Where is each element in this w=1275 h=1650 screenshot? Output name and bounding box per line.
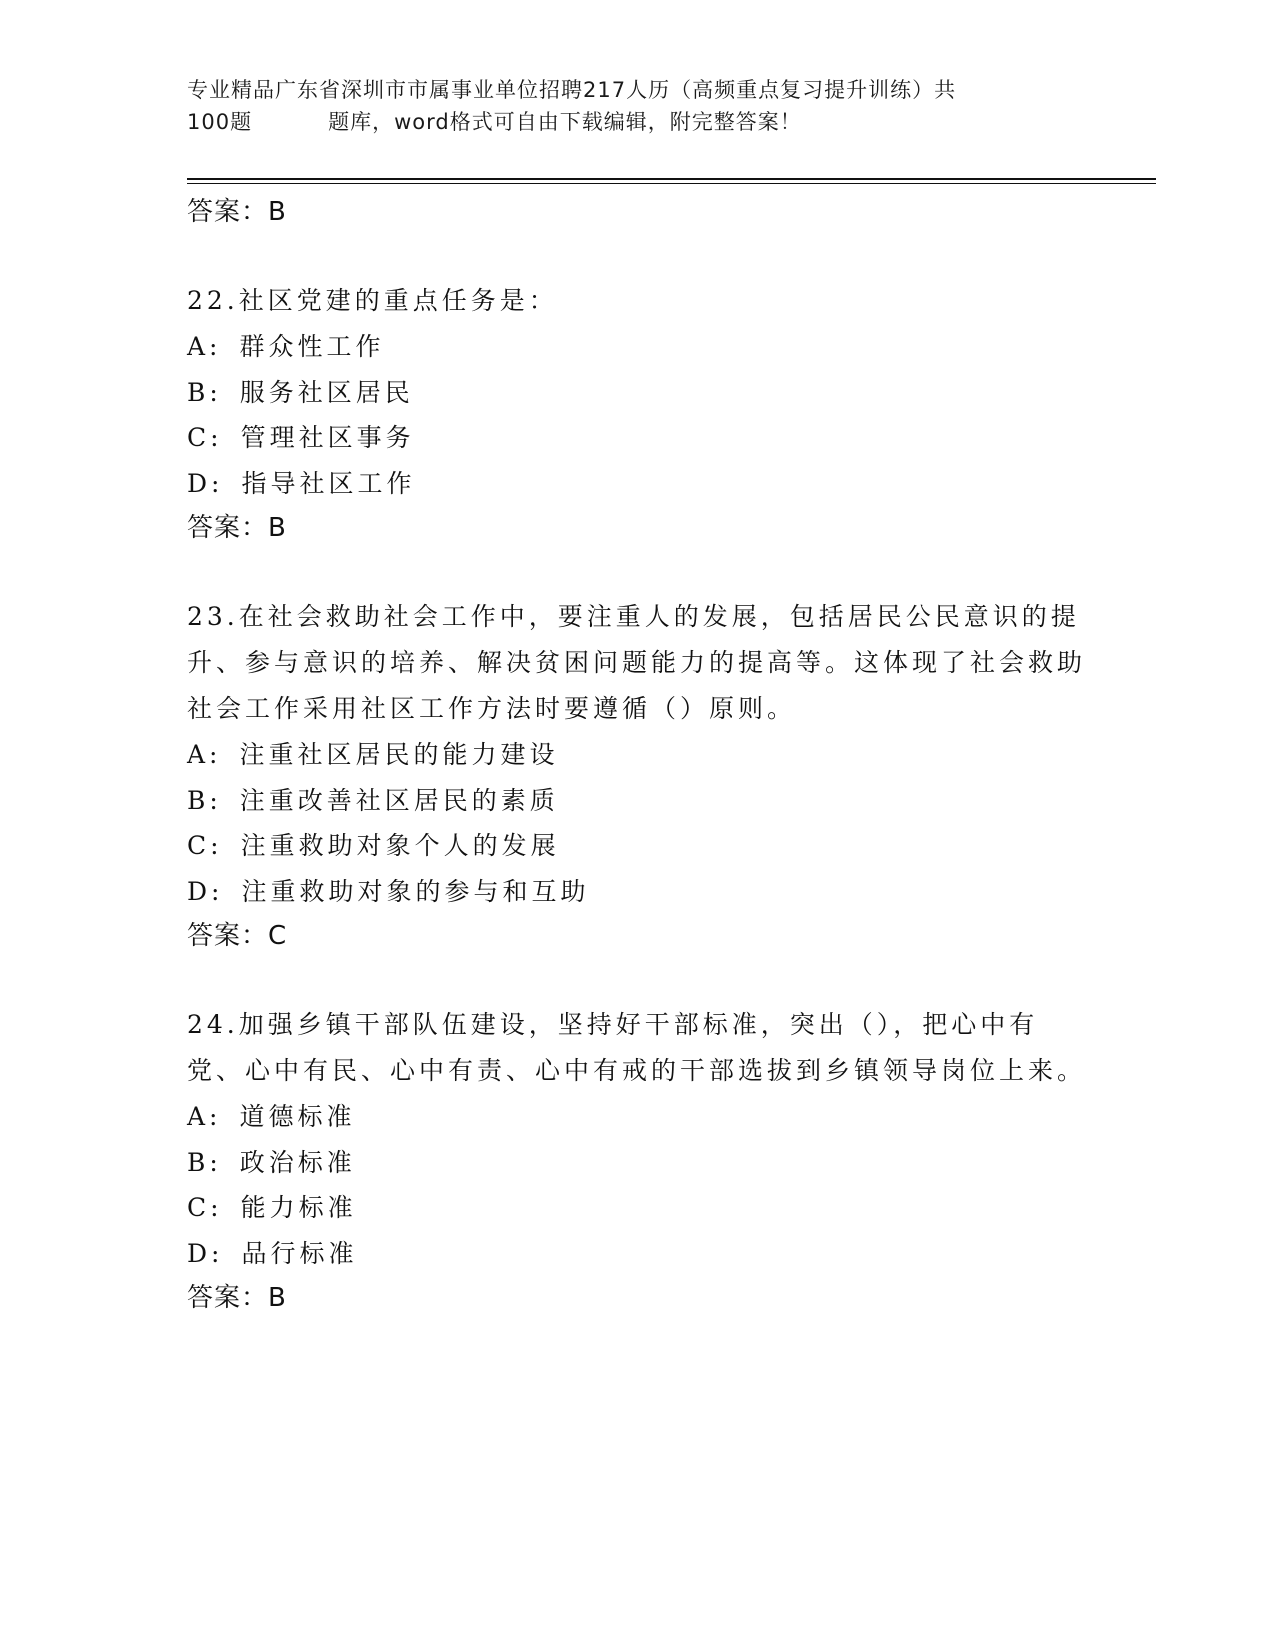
option-text: 品行标准 xyxy=(241,1238,358,1268)
option-key: C: xyxy=(187,423,223,452)
option-a xyxy=(187,1094,1087,1140)
option-text: 注重社区居民的能力建设 xyxy=(239,740,559,769)
option-key: C: xyxy=(187,1193,223,1222)
question-text: 22.社区党建的重点任务是： xyxy=(187,286,558,315)
option-key: A: xyxy=(187,332,222,361)
option-d xyxy=(187,869,1087,915)
header-description: 题库，word格式可自由下载编辑，附完整答案！ xyxy=(328,110,802,134)
option-key: B: xyxy=(187,785,222,815)
option-text: 道德标准 xyxy=(239,1102,356,1131)
answer-line: 答案：B xyxy=(187,513,287,543)
option-text: 管理社区事务 xyxy=(240,423,415,452)
option-key: D: xyxy=(187,468,224,498)
option-d xyxy=(187,461,1087,507)
option-c xyxy=(187,823,1087,869)
option-text: 注重救助对象个人的发展 xyxy=(240,831,560,860)
option-key: D: xyxy=(187,876,224,906)
header-divider-thick xyxy=(187,178,1156,180)
option-key: B: xyxy=(187,377,222,407)
option-key: A: xyxy=(187,1102,222,1131)
header-question-count: 100题 xyxy=(187,110,253,134)
option-a xyxy=(187,732,1087,778)
option-b xyxy=(187,1140,1087,1186)
header-title-line2 xyxy=(187,106,1087,138)
question-text: 23.在社会救助社会工作中，要注重人的发展，包括居民公民意识的提升、参与意识的培养、解决贫困问题能力的提高等。这体现了社会救助社会工作采用社区工作方法时要遵循（）原则。 xyxy=(187,602,1087,723)
page-header xyxy=(187,74,1087,138)
option-text: 能力标准 xyxy=(240,1193,357,1222)
answer-line: 答案：B xyxy=(187,197,287,227)
option-text: 政治标准 xyxy=(239,1147,356,1177)
option-key: C: xyxy=(187,831,223,860)
option-a xyxy=(187,324,1087,370)
answer-line: 答案：B xyxy=(187,1283,287,1313)
option-b xyxy=(187,778,1087,824)
answer-line: 答案：C xyxy=(187,921,288,951)
option-d xyxy=(187,1231,1087,1277)
header-divider-thin xyxy=(187,183,1156,184)
question-block xyxy=(187,594,1087,958)
header-title-line1: 专业精品广东省深圳市市属事业单位招聘217人历（高频重点复习提升训练）共 xyxy=(187,78,957,102)
question-block xyxy=(187,1002,1087,1320)
option-c xyxy=(187,1185,1087,1231)
option-text: 注重改善社区居民的素质 xyxy=(239,785,559,815)
question-list xyxy=(187,190,1087,1320)
option-b xyxy=(187,370,1087,416)
option-key: A: xyxy=(187,740,222,769)
option-text: 注重救助对象的参与和互助 xyxy=(241,876,590,906)
question-block xyxy=(187,278,1087,550)
option-c xyxy=(187,415,1087,461)
option-key: D: xyxy=(187,1238,224,1268)
option-text: 指导社区工作 xyxy=(241,468,416,498)
option-text: 服务社区居民 xyxy=(239,377,414,407)
question-text: 24.加强乡镇干部队伍建设，坚持好干部标准，突出（），把心中有党、心中有民、心中有责、心中有戒的干部选拔到乡镇领导岗位上来。 xyxy=(187,1010,1087,1085)
option-key: B: xyxy=(187,1147,222,1177)
option-text: 群众性工作 xyxy=(239,332,385,361)
